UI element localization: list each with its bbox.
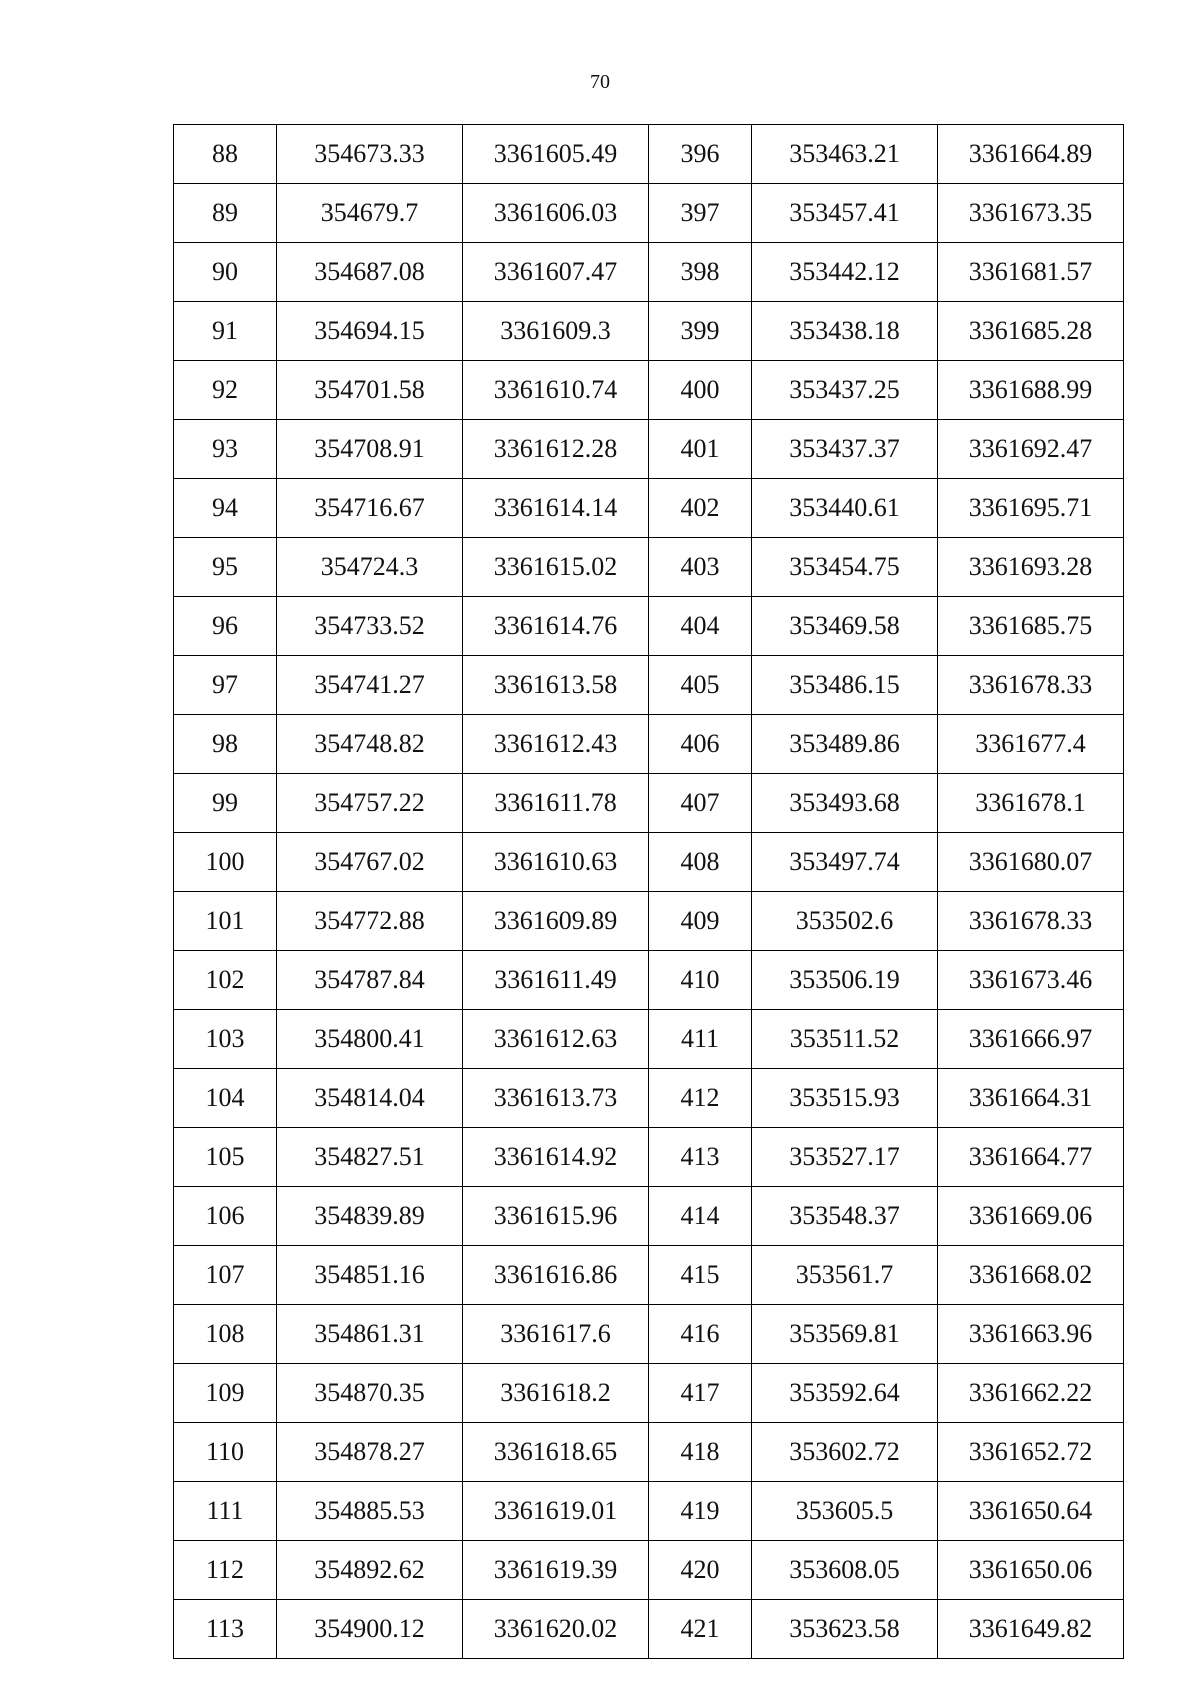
y-coordinate-cell: 3361615.02 bbox=[463, 538, 649, 597]
table-row bbox=[174, 597, 1124, 656]
point-number-cell: 90 bbox=[174, 243, 277, 302]
point-number-cell: 401 bbox=[649, 420, 752, 479]
y-coordinate-cell: 3361611.78 bbox=[463, 774, 649, 833]
x-coordinate-cell: 354839.89 bbox=[277, 1187, 463, 1246]
x-coordinate-cell: 354885.53 bbox=[277, 1482, 463, 1541]
x-coordinate-cell: 354878.27 bbox=[277, 1423, 463, 1482]
point-number-cell: 399 bbox=[649, 302, 752, 361]
table-row bbox=[174, 1423, 1124, 1482]
y-coordinate-cell: 3361678.1 bbox=[938, 774, 1124, 833]
x-coordinate-cell: 354772.88 bbox=[277, 892, 463, 951]
table-row bbox=[174, 538, 1124, 597]
x-coordinate-cell: 353502.6 bbox=[752, 892, 938, 951]
y-coordinate-cell: 3361649.82 bbox=[938, 1600, 1124, 1659]
x-coordinate-cell: 354694.15 bbox=[277, 302, 463, 361]
y-coordinate-cell: 3361663.96 bbox=[938, 1305, 1124, 1364]
point-number-cell: 100 bbox=[174, 833, 277, 892]
point-number-cell: 110 bbox=[174, 1423, 277, 1482]
point-number-cell: 414 bbox=[649, 1187, 752, 1246]
point-number-cell: 416 bbox=[649, 1305, 752, 1364]
x-coordinate-cell: 353442.12 bbox=[752, 243, 938, 302]
point-number-cell: 397 bbox=[649, 184, 752, 243]
point-number-cell: 98 bbox=[174, 715, 277, 774]
y-coordinate-cell: 3361680.07 bbox=[938, 833, 1124, 892]
x-coordinate-cell: 353506.19 bbox=[752, 951, 938, 1010]
x-coordinate-cell: 353486.15 bbox=[752, 656, 938, 715]
table-row bbox=[174, 1482, 1124, 1541]
x-coordinate-cell: 353489.86 bbox=[752, 715, 938, 774]
point-number-cell: 94 bbox=[174, 479, 277, 538]
y-coordinate-cell: 3361613.73 bbox=[463, 1069, 649, 1128]
table-row bbox=[174, 1128, 1124, 1187]
point-number-cell: 409 bbox=[649, 892, 752, 951]
table-row bbox=[174, 951, 1124, 1010]
table-row bbox=[174, 892, 1124, 951]
y-coordinate-cell: 3361610.74 bbox=[463, 361, 649, 420]
point-number-cell: 109 bbox=[174, 1364, 277, 1423]
y-coordinate-cell: 3361615.96 bbox=[463, 1187, 649, 1246]
x-coordinate-cell: 354767.02 bbox=[277, 833, 463, 892]
y-coordinate-cell: 3361664.89 bbox=[938, 125, 1124, 184]
table-row bbox=[174, 1305, 1124, 1364]
point-number-cell: 97 bbox=[174, 656, 277, 715]
y-coordinate-cell: 3361612.63 bbox=[463, 1010, 649, 1069]
x-coordinate-cell: 354900.12 bbox=[277, 1600, 463, 1659]
table-row bbox=[174, 125, 1124, 184]
y-coordinate-cell: 3361612.43 bbox=[463, 715, 649, 774]
x-coordinate-cell: 354701.58 bbox=[277, 361, 463, 420]
table-row bbox=[174, 1600, 1124, 1659]
y-coordinate-cell: 3361664.31 bbox=[938, 1069, 1124, 1128]
point-number-cell: 93 bbox=[174, 420, 277, 479]
table-row bbox=[174, 1187, 1124, 1246]
x-coordinate-cell: 353561.7 bbox=[752, 1246, 938, 1305]
y-coordinate-cell: 3361666.97 bbox=[938, 1010, 1124, 1069]
point-number-cell: 404 bbox=[649, 597, 752, 656]
y-coordinate-cell: 3361668.02 bbox=[938, 1246, 1124, 1305]
x-coordinate-cell: 353440.61 bbox=[752, 479, 938, 538]
y-coordinate-cell: 3361605.49 bbox=[463, 125, 649, 184]
point-number-cell: 108 bbox=[174, 1305, 277, 1364]
x-coordinate-cell: 353569.81 bbox=[752, 1305, 938, 1364]
point-number-cell: 96 bbox=[174, 597, 277, 656]
x-coordinate-cell: 353438.18 bbox=[752, 302, 938, 361]
point-number-cell: 406 bbox=[649, 715, 752, 774]
y-coordinate-cell: 3361618.2 bbox=[463, 1364, 649, 1423]
point-number-cell: 113 bbox=[174, 1600, 277, 1659]
x-coordinate-cell: 354851.16 bbox=[277, 1246, 463, 1305]
y-coordinate-cell: 3361606.03 bbox=[463, 184, 649, 243]
x-coordinate-cell: 354892.62 bbox=[277, 1541, 463, 1600]
x-coordinate-cell: 353493.68 bbox=[752, 774, 938, 833]
point-number-cell: 105 bbox=[174, 1128, 277, 1187]
table-row bbox=[174, 1541, 1124, 1600]
x-coordinate-cell: 354748.82 bbox=[277, 715, 463, 774]
point-number-cell: 92 bbox=[174, 361, 277, 420]
y-coordinate-cell: 3361692.47 bbox=[938, 420, 1124, 479]
table-row bbox=[174, 184, 1124, 243]
x-coordinate-cell: 354708.91 bbox=[277, 420, 463, 479]
point-number-cell: 112 bbox=[174, 1541, 277, 1600]
x-coordinate-cell: 353457.41 bbox=[752, 184, 938, 243]
y-coordinate-cell: 3361685.75 bbox=[938, 597, 1124, 656]
x-coordinate-cell: 354827.51 bbox=[277, 1128, 463, 1187]
table-row bbox=[174, 1246, 1124, 1305]
x-coordinate-cell: 353602.72 bbox=[752, 1423, 938, 1482]
y-coordinate-cell: 3361620.02 bbox=[463, 1600, 649, 1659]
point-number-cell: 107 bbox=[174, 1246, 277, 1305]
point-number-cell: 111 bbox=[174, 1482, 277, 1541]
table-row bbox=[174, 774, 1124, 833]
x-coordinate-cell: 353511.52 bbox=[752, 1010, 938, 1069]
y-coordinate-cell: 3361678.33 bbox=[938, 656, 1124, 715]
y-coordinate-cell: 3361614.76 bbox=[463, 597, 649, 656]
y-coordinate-cell: 3361650.06 bbox=[938, 1541, 1124, 1600]
y-coordinate-cell: 3361693.28 bbox=[938, 538, 1124, 597]
x-coordinate-cell: 353463.21 bbox=[752, 125, 938, 184]
x-coordinate-cell: 353605.5 bbox=[752, 1482, 938, 1541]
y-coordinate-cell: 3361662.22 bbox=[938, 1364, 1124, 1423]
x-coordinate-cell: 354741.27 bbox=[277, 656, 463, 715]
point-number-cell: 405 bbox=[649, 656, 752, 715]
point-number-cell: 413 bbox=[649, 1128, 752, 1187]
x-coordinate-cell: 354673.33 bbox=[277, 125, 463, 184]
x-coordinate-cell: 354733.52 bbox=[277, 597, 463, 656]
x-coordinate-cell: 354757.22 bbox=[277, 774, 463, 833]
point-number-cell: 418 bbox=[649, 1423, 752, 1482]
y-coordinate-cell: 3361619.01 bbox=[463, 1482, 649, 1541]
point-number-cell: 419 bbox=[649, 1482, 752, 1541]
table-row bbox=[174, 420, 1124, 479]
y-coordinate-cell: 3361616.86 bbox=[463, 1246, 649, 1305]
x-coordinate-cell: 353592.64 bbox=[752, 1364, 938, 1423]
y-coordinate-cell: 3361619.39 bbox=[463, 1541, 649, 1600]
x-coordinate-cell: 354716.67 bbox=[277, 479, 463, 538]
point-number-cell: 88 bbox=[174, 125, 277, 184]
x-coordinate-cell: 353608.05 bbox=[752, 1541, 938, 1600]
y-coordinate-cell: 3361617.6 bbox=[463, 1305, 649, 1364]
table-row bbox=[174, 833, 1124, 892]
table-row bbox=[174, 243, 1124, 302]
point-number-cell: 99 bbox=[174, 774, 277, 833]
y-coordinate-cell: 3361664.77 bbox=[938, 1128, 1124, 1187]
table-row bbox=[174, 479, 1124, 538]
point-number-cell: 410 bbox=[649, 951, 752, 1010]
x-coordinate-cell: 353497.74 bbox=[752, 833, 938, 892]
y-coordinate-cell: 3361614.92 bbox=[463, 1128, 649, 1187]
y-coordinate-cell: 3361611.49 bbox=[463, 951, 649, 1010]
y-coordinate-cell: 3361609.89 bbox=[463, 892, 649, 951]
x-coordinate-cell: 354870.35 bbox=[277, 1364, 463, 1423]
coordinate-table-body bbox=[174, 125, 1124, 1659]
coordinate-table bbox=[173, 124, 1124, 1659]
y-coordinate-cell: 3361652.72 bbox=[938, 1423, 1124, 1482]
point-number-cell: 101 bbox=[174, 892, 277, 951]
point-number-cell: 95 bbox=[174, 538, 277, 597]
point-number-cell: 396 bbox=[649, 125, 752, 184]
y-coordinate-cell: 3361612.28 bbox=[463, 420, 649, 479]
y-coordinate-cell: 3361609.3 bbox=[463, 302, 649, 361]
table-row bbox=[174, 1069, 1124, 1128]
point-number-cell: 104 bbox=[174, 1069, 277, 1128]
y-coordinate-cell: 3361688.99 bbox=[938, 361, 1124, 420]
x-coordinate-cell: 354800.41 bbox=[277, 1010, 463, 1069]
x-coordinate-cell: 354814.04 bbox=[277, 1069, 463, 1128]
point-number-cell: 89 bbox=[174, 184, 277, 243]
point-number-cell: 106 bbox=[174, 1187, 277, 1246]
point-number-cell: 407 bbox=[649, 774, 752, 833]
table-row bbox=[174, 715, 1124, 774]
x-coordinate-cell: 353623.58 bbox=[752, 1600, 938, 1659]
table-row bbox=[174, 361, 1124, 420]
point-number-cell: 421 bbox=[649, 1600, 752, 1659]
y-coordinate-cell: 3361607.47 bbox=[463, 243, 649, 302]
point-number-cell: 398 bbox=[649, 243, 752, 302]
point-number-cell: 417 bbox=[649, 1364, 752, 1423]
x-coordinate-cell: 353548.37 bbox=[752, 1187, 938, 1246]
point-number-cell: 103 bbox=[174, 1010, 277, 1069]
point-number-cell: 415 bbox=[649, 1246, 752, 1305]
point-number-cell: 412 bbox=[649, 1069, 752, 1128]
y-coordinate-cell: 3361677.4 bbox=[938, 715, 1124, 774]
point-number-cell: 402 bbox=[649, 479, 752, 538]
y-coordinate-cell: 3361673.35 bbox=[938, 184, 1124, 243]
x-coordinate-cell: 354724.3 bbox=[277, 538, 463, 597]
x-coordinate-cell: 354679.7 bbox=[277, 184, 463, 243]
table-row bbox=[174, 302, 1124, 361]
y-coordinate-cell: 3361695.71 bbox=[938, 479, 1124, 538]
y-coordinate-cell: 3361681.57 bbox=[938, 243, 1124, 302]
y-coordinate-cell: 3361610.63 bbox=[463, 833, 649, 892]
point-number-cell: 400 bbox=[649, 361, 752, 420]
x-coordinate-cell: 354787.84 bbox=[277, 951, 463, 1010]
y-coordinate-cell: 3361685.28 bbox=[938, 302, 1124, 361]
x-coordinate-cell: 353437.37 bbox=[752, 420, 938, 479]
point-number-cell: 411 bbox=[649, 1010, 752, 1069]
point-number-cell: 403 bbox=[649, 538, 752, 597]
x-coordinate-cell: 354861.31 bbox=[277, 1305, 463, 1364]
table-row bbox=[174, 1010, 1124, 1069]
y-coordinate-cell: 3361650.64 bbox=[938, 1482, 1124, 1541]
point-number-cell: 420 bbox=[649, 1541, 752, 1600]
x-coordinate-cell: 353527.17 bbox=[752, 1128, 938, 1187]
y-coordinate-cell: 3361669.06 bbox=[938, 1187, 1124, 1246]
table-row bbox=[174, 1364, 1124, 1423]
x-coordinate-cell: 353454.75 bbox=[752, 538, 938, 597]
y-coordinate-cell: 3361678.33 bbox=[938, 892, 1124, 951]
y-coordinate-cell: 3361613.58 bbox=[463, 656, 649, 715]
point-number-cell: 91 bbox=[174, 302, 277, 361]
y-coordinate-cell: 3361673.46 bbox=[938, 951, 1124, 1010]
table-row bbox=[174, 656, 1124, 715]
y-coordinate-cell: 3361618.65 bbox=[463, 1423, 649, 1482]
x-coordinate-cell: 353515.93 bbox=[752, 1069, 938, 1128]
page-number: 70 bbox=[590, 71, 610, 93]
x-coordinate-cell: 353437.25 bbox=[752, 361, 938, 420]
y-coordinate-cell: 3361614.14 bbox=[463, 479, 649, 538]
point-number-cell: 408 bbox=[649, 833, 752, 892]
x-coordinate-cell: 354687.08 bbox=[277, 243, 463, 302]
point-number-cell: 102 bbox=[174, 951, 277, 1010]
x-coordinate-cell: 353469.58 bbox=[752, 597, 938, 656]
